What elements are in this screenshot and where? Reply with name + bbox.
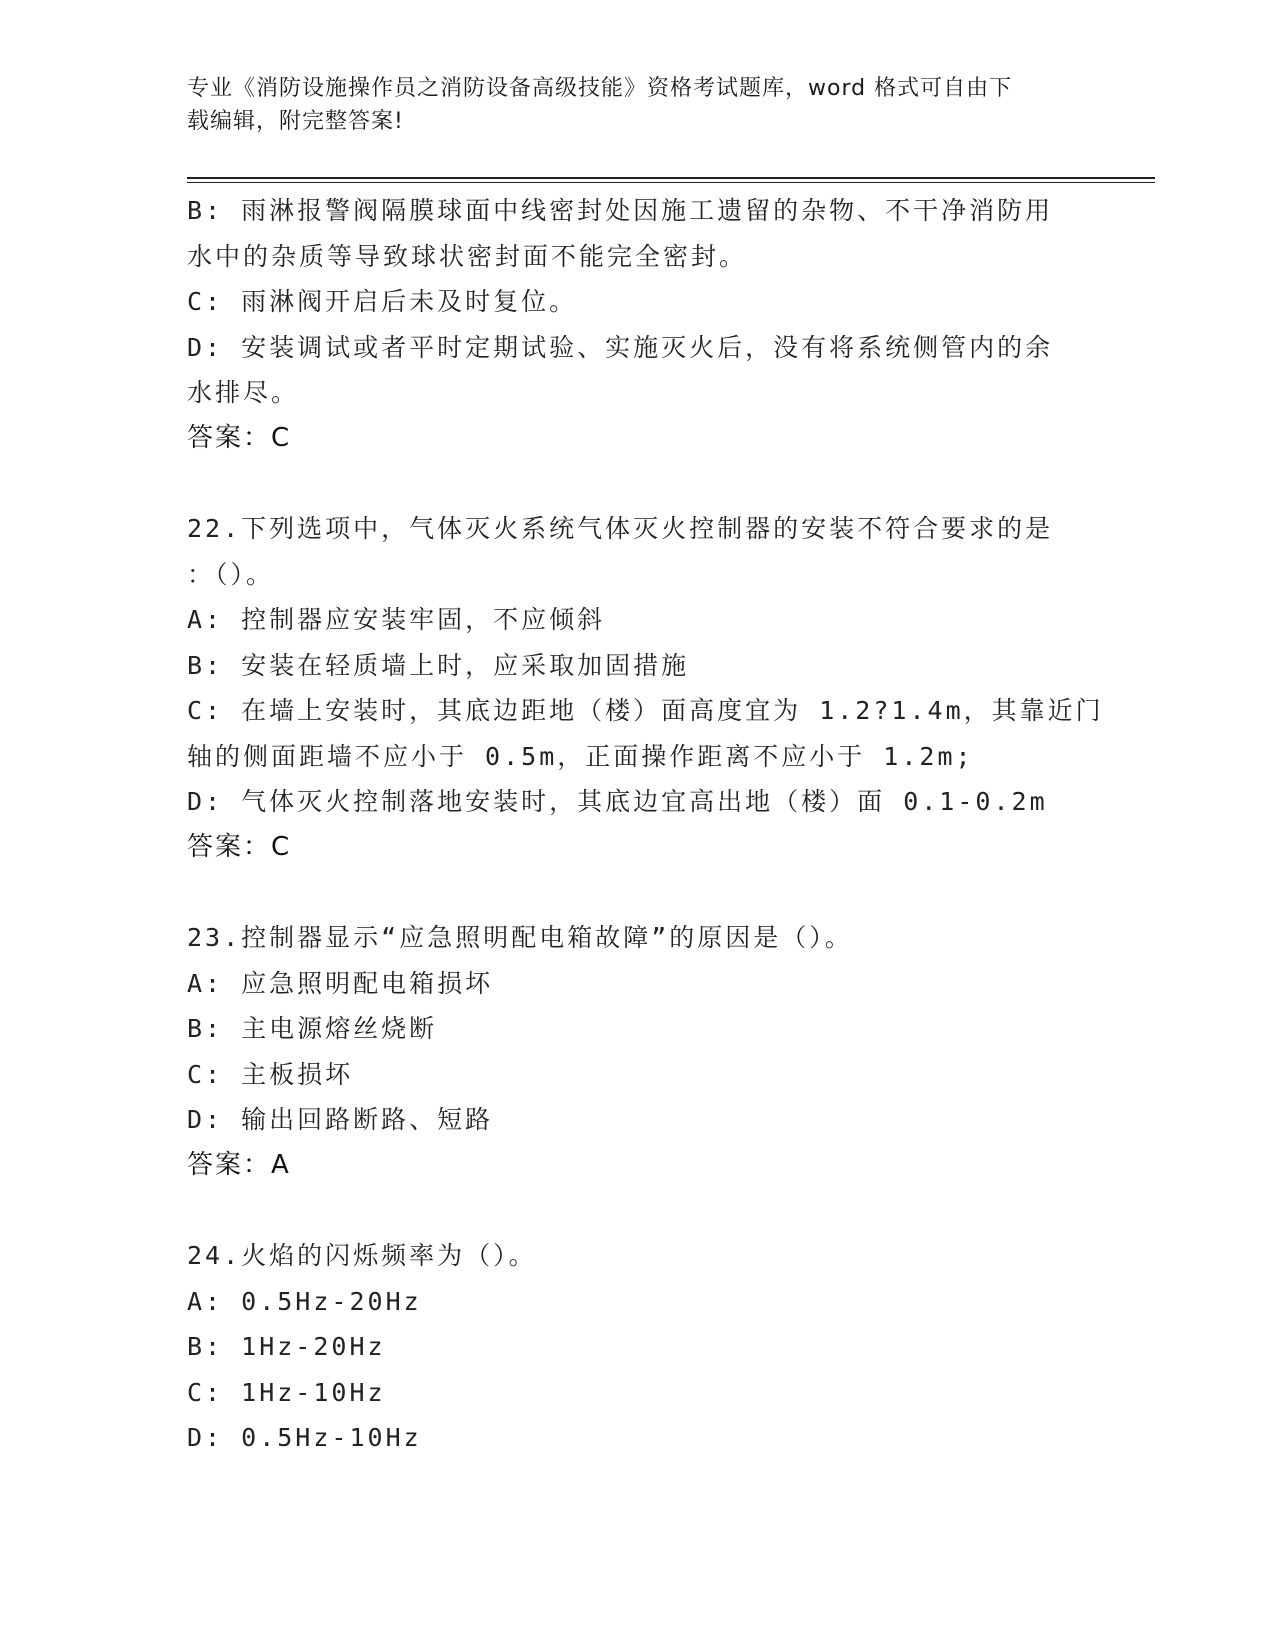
- option-c: C: 主板损坏: [187, 1059, 354, 1089]
- option-b-line-2: 水中的杂质等导致球状密封面不能完全密封。: [187, 241, 748, 271]
- option-c: C: 1Hz-10Hz: [187, 1377, 386, 1407]
- option-c-line-2: 轴的侧面距墙不应小于 0.5m，正面操作距离不应小于 1.2m;: [187, 741, 974, 771]
- option-d: D: 0.5Hz-10Hz: [187, 1423, 422, 1452]
- answer: 答案：C: [187, 422, 292, 453]
- option-a: A: 0.5Hz-20Hz: [187, 1286, 422, 1316]
- option-d: D: 输出回路断路、短路: [187, 1105, 494, 1134]
- question-stem-line-1: 22.下列选项中，气体灭火系统气体灭火控制器的安装不符合要求的是: [187, 514, 1054, 543]
- header-divider-thick: [187, 177, 1155, 179]
- question-22: [187, 506, 1104, 870]
- answer: 答案：A: [187, 1149, 291, 1180]
- option-d-line-1: D: 安装调试或者平时定期试验、实施灭火后，没有将系统侧管内的余: [187, 332, 1054, 362]
- option-b: B: 安装在轻质墙上时，应采取加固措施: [187, 650, 690, 680]
- question-23: [187, 915, 1087, 1188]
- question-stem: 23.控制器显示“应急照明配电箱故障”的原因是（）。: [187, 923, 853, 952]
- option-c-line-1: C: 在墙上安装时，其底边距地（楼）面高度宜为 1.2?1.4m，其靠近门: [187, 696, 1104, 725]
- option-b: B: 1Hz-20Hz: [187, 1332, 386, 1361]
- header-line-2: 载编辑，附完整答案!: [187, 109, 404, 134]
- option-a: A: 应急照明配电箱损坏: [187, 968, 494, 998]
- question-21-tail: [187, 188, 1087, 461]
- question-stem-line-2: ：（）。: [187, 559, 275, 589]
- option-d: D: 气体灭火控制落地安装时，其底边宜高出地（楼）面 0.1-0.2m: [187, 787, 1048, 816]
- option-c: C: 雨淋阀开启后未及时复位。: [187, 287, 578, 316]
- document-header: [187, 72, 1087, 138]
- answer: 答案：C: [187, 831, 292, 862]
- option-b: B: 主电源熔丝烧断: [187, 1014, 438, 1043]
- question-stem: 24.火焰的闪烁频率为（）。: [187, 1241, 537, 1270]
- option-d-line-2: 水排尽。: [187, 378, 300, 407]
- header-divider-thin: [187, 182, 1155, 183]
- option-a: A: 控制器应安装牢固，不应倾斜: [187, 605, 606, 634]
- header-line-1: 专业《消防设施操作员之消防设备高级技能》资格考试题库，word 格式可自由下: [187, 76, 1013, 101]
- question-content: [187, 188, 1104, 1461]
- question-24: [187, 1233, 1087, 1461]
- option-b-line-1: B: 雨淋报警阀隔膜球面中线密封处因施工遗留的杂物、不干净消防用: [187, 196, 1054, 225]
